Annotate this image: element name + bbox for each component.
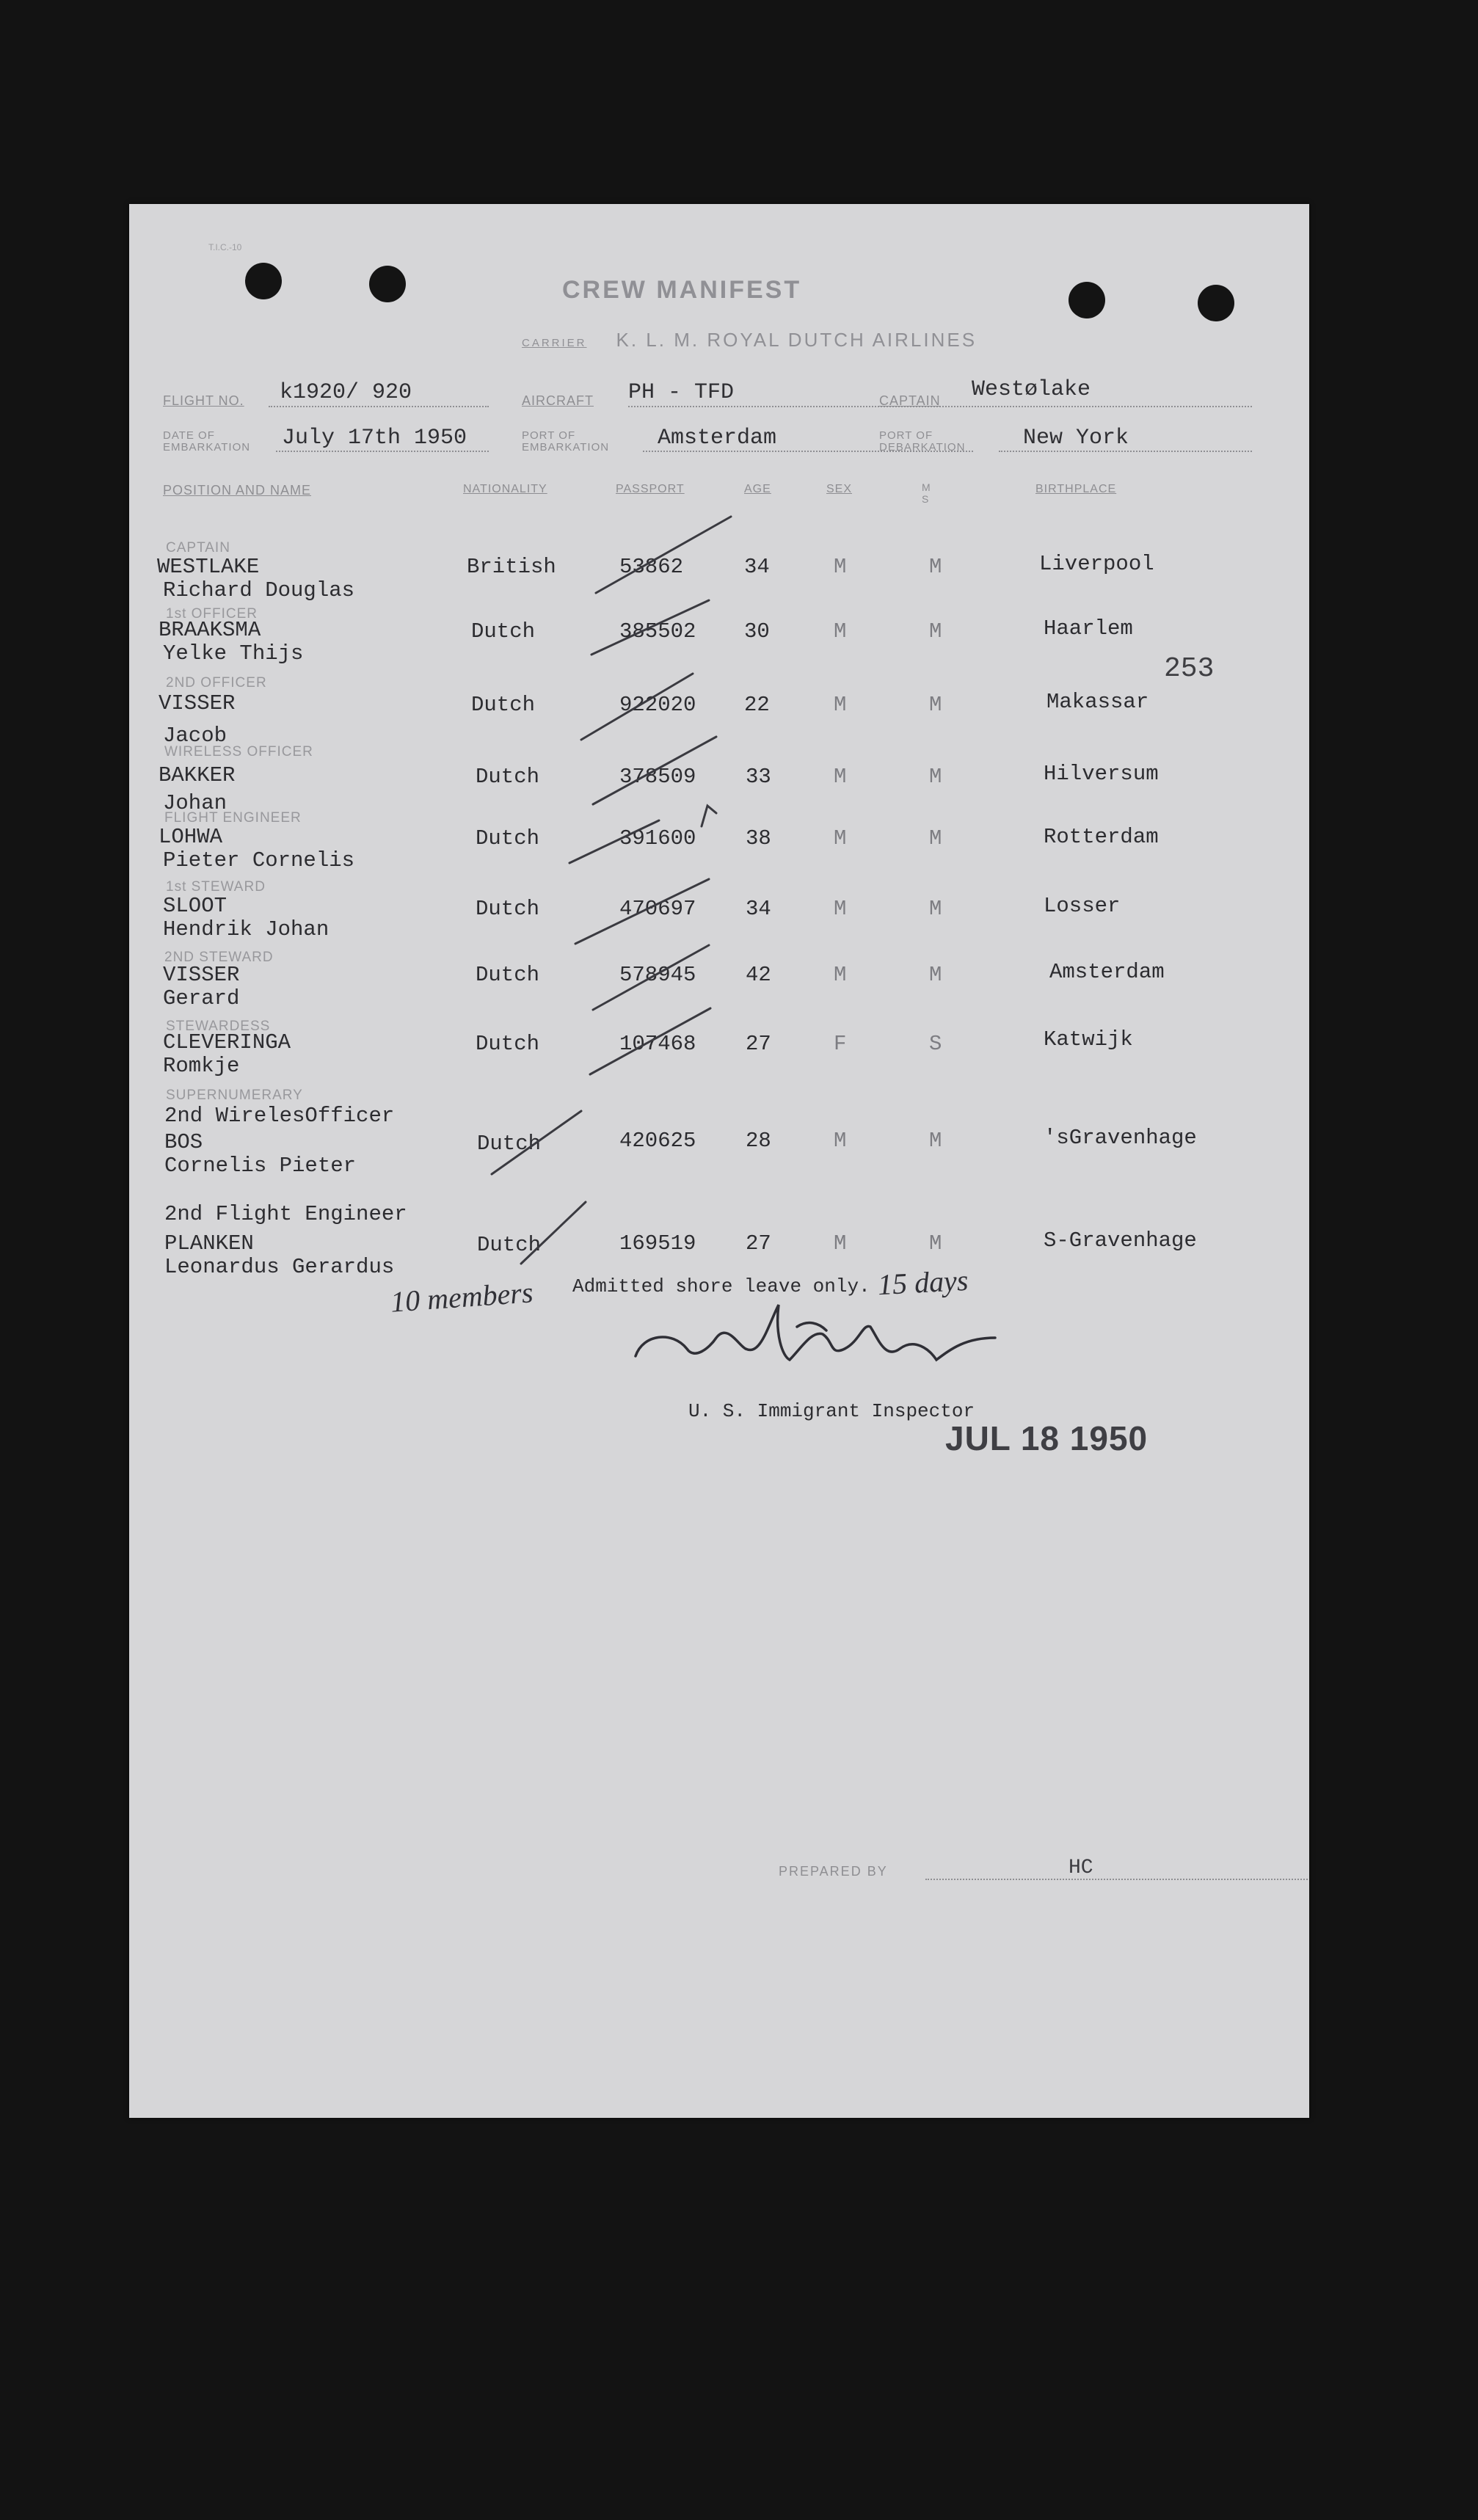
captain-label: CAPTAIN [879,393,941,408]
row-nationality: Dutch [476,963,540,987]
row-surname: BRAAKSMA [159,618,261,642]
row-birthplace: Makassar [1046,690,1149,714]
date-value: July 17th 1950 [282,426,467,451]
prepared-underline [925,1879,1309,1880]
row-position: CAPTAIN [166,540,230,556]
row-sex: M [834,555,847,579]
row-age: 27 [746,1032,771,1056]
row-age: 34 [744,555,770,579]
row-given-name: Romkje [163,1054,240,1078]
row-position-typed: 2nd Flight Engineer [164,1202,407,1226]
header-passport: PASSPORT [616,483,685,495]
carrier-name: K. L. M. ROYAL DUTCH AIRLINES [616,329,978,351]
port-embarkation-value: Amsterdam [658,426,777,451]
row-sex: M [834,765,847,789]
row-age: 34 [746,897,771,921]
header-marital-m: M [922,481,931,493]
row-position: FLIGHT ENGINEER [164,810,302,826]
row-passport: 470697 [619,897,696,921]
prepared-by-initials: HC [1069,1857,1093,1879]
row-passport: 922020 [619,693,696,717]
row-birthplace: Hilversum [1044,762,1159,786]
row-surname: VISSER [159,691,236,715]
row-marital: M [929,1231,942,1256]
row-nationality: Dutch [477,1132,542,1156]
inspector-signature [636,1305,995,1360]
row-birthplace: S-Gravenhage [1044,1228,1197,1253]
row-marital: M [929,765,942,789]
row-birthplace: 'sGravenhage [1044,1126,1197,1150]
row-marital: M [929,555,942,579]
row-birthplace: Liverpool [1039,552,1154,576]
row-given-name: Johan [163,791,227,815]
row-passport: 391600 [619,826,696,851]
row-passport: 53862 [619,555,684,579]
stamp-date: JUL 18 1950 [945,1419,1148,1457]
row-surname: LOHWA [159,825,223,849]
row-passport: 169519 [619,1231,696,1256]
inspector-title: U. S. Immigrant Inspector [688,1400,975,1422]
port-emb-label-line2: EMBARKATION [522,441,610,454]
row-sex: M [834,826,847,851]
row-surname: PLANKEN [164,1231,254,1256]
row-sex: M [834,897,847,921]
passport-check-marks [129,204,1309,2118]
check-stroke [593,737,716,804]
row-surname: WESTLAKE [157,555,260,579]
check-stroke [521,1202,586,1264]
row-given-name: Hendrik Johan [163,917,330,942]
row-age: 27 [746,1231,771,1256]
row-nationality: Dutch [477,1233,542,1257]
row-nationality: Dutch [471,693,536,717]
row-position: 1st STEWARD [166,879,266,895]
row-age: 42 [746,963,771,987]
check-stroke [596,517,731,593]
carrier-label: CARRIER [522,337,587,349]
row-given-name: Jacob [163,724,227,748]
header-birthplace: BIRTHPLACE [1035,483,1117,495]
row-position: WIRELESS OFFICER [164,744,313,760]
form-code: T.I.C.-10 [208,242,242,252]
row-nationality: Dutch [476,826,540,851]
row-surname: VISSER [163,963,240,987]
row-marital: M [929,963,942,987]
check-stroke [581,674,693,740]
check-stroke [590,1008,710,1074]
row-birthplace: Losser [1044,894,1121,918]
row-given-name: Cornelis Pieter [164,1154,357,1178]
row-position: 1st OFFICER [166,606,258,622]
port-emb-label-line1: PORT OF [522,429,576,442]
row-birthplace: Katwijk [1044,1027,1133,1052]
flight-number: k1920/ 920 [280,380,412,405]
row-marital: M [929,693,942,717]
row-nationality: British [467,555,556,579]
row-marital: M [929,897,942,921]
port-debarkation-value: New York [1023,426,1129,451]
port-deb-label-line1: PORT OF [879,429,933,442]
date-label-line2: EMBARKATION [163,441,251,454]
row-sex: M [834,963,847,987]
check-stroke [492,1111,581,1174]
row-birthplace: Haarlem [1044,616,1133,641]
row-age: 30 [744,619,770,644]
row-given-name: Yelke Thijs [163,641,304,666]
row-marital: M [929,826,942,851]
header-marital-s: S [922,493,930,505]
row-position: SUPERNUMERARY [166,1088,303,1103]
row-age: 33 [746,765,771,789]
row-age: 22 [744,693,770,717]
check-stroke [702,806,716,826]
admitted-note: Admitted shore leave only. [572,1275,870,1297]
check-stroke [591,600,709,655]
port-deb-label-line2: DEBARKATION [879,441,966,454]
header-nationality: NATIONALITY [463,483,547,495]
handwritten-days-note: 15 days [876,1263,969,1302]
row-given-name: Richard Douglas [163,578,355,602]
row-given-name: Leonardus Gerardus [164,1255,395,1279]
row-passport: 378509 [619,765,696,789]
row-marital: M [929,619,942,644]
row-surname: CLEVERINGA [163,1030,291,1055]
header-sex: SEX [826,483,853,495]
row-position: STEWARDESS [166,1019,271,1034]
row-position-typed: 2nd WirelesOfficer [164,1104,395,1128]
row-given-name: Pieter Cornelis [163,848,355,873]
row-nationality: Dutch [476,765,540,789]
row-marital: S [929,1032,942,1056]
row-passport: 385502 [619,619,696,644]
date-label-line1: DATE OF [163,429,215,442]
manifest-page [129,204,1309,2118]
document-title: CREW MANIFEST [562,276,802,304]
flight-label: FLIGHT NO. [163,393,244,408]
row-nationality: Dutch [476,897,540,921]
row-marital: M [929,1129,942,1153]
row-surname: BAKKER [159,763,236,787]
aircraft-label: AIRCRAFT [522,393,594,408]
date-stamp [945,1419,1148,1458]
check-stroke [569,820,659,863]
row-birthplace: Rotterdam [1044,825,1159,849]
row-age: 38 [746,826,771,851]
aircraft-value: PH - TFD [628,380,735,405]
row-surname: BOS [164,1130,203,1154]
check-stroke [593,945,709,1010]
row-sex: M [834,1129,847,1153]
row-sex: M [834,1231,847,1256]
row-passport: 578945 [619,963,696,987]
handwritten-members-note: 10 members [389,1275,534,1319]
row-nationality: Dutch [476,1032,540,1056]
check-stroke [575,879,709,944]
row-position: 2ND STEWARD [164,950,274,965]
signature-stroke [636,1305,995,1360]
row-passport: 420625 [619,1129,696,1153]
header-age: AGE [744,483,771,495]
signature-stroke [797,1323,826,1330]
row-sex: F [834,1032,847,1056]
row-sex: M [834,693,847,717]
page-number: 253 [1164,653,1215,685]
row-position: 2ND OFFICER [166,675,267,691]
prepared-label: PREPARED BY [779,1864,888,1879]
captain-value: Westølake [972,377,1091,402]
row-birthplace: Amsterdam [1049,960,1165,984]
row-passport: 107468 [619,1032,696,1056]
row-nationality: Dutch [471,619,536,644]
row-surname: SLOOT [163,894,227,918]
row-age: 28 [746,1129,771,1153]
row-given-name: Gerard [163,986,240,1010]
header-position: POSITION AND NAME [163,483,312,498]
row-sex: M [834,619,847,644]
